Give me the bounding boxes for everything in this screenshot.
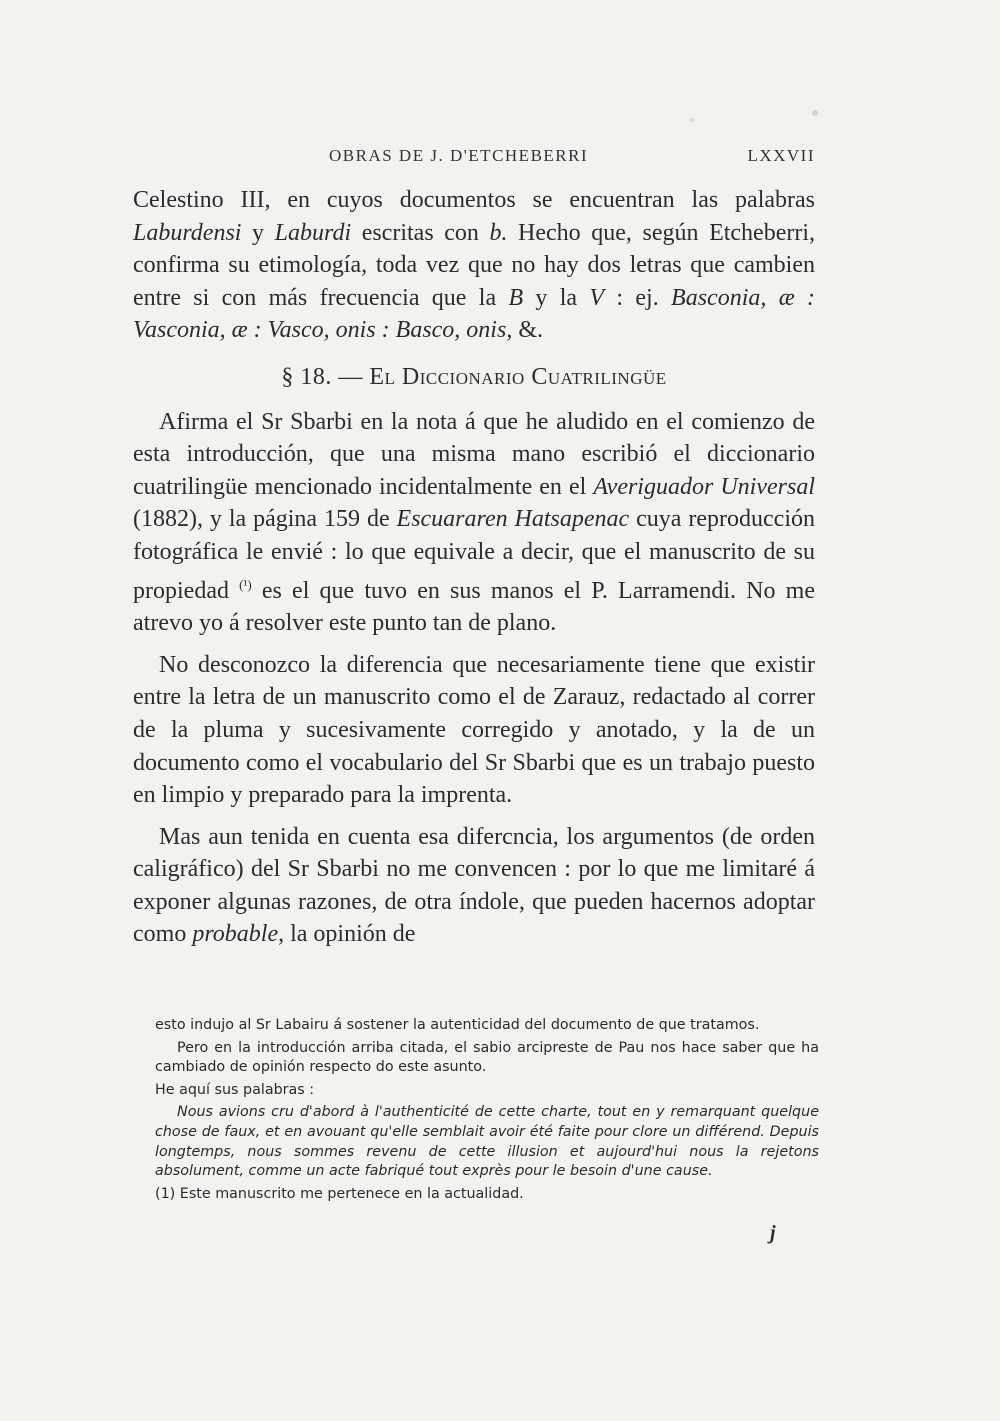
paragraph-4: [133, 821, 815, 951]
main-text: [133, 184, 815, 951]
text-run: Mas aun tenida en cuenta esa difercncia, los argumentos (de orden caligráfico) del Sr Sbarbi no me convencen : por lo que me limitaré á exponer algunas razones, de otra índole, que pueden hacernos adoptar como: [133, 823, 815, 948]
italic-run: b.: [489, 219, 508, 246]
text-run: es el que tuvo en sus manos el P. Larramendi. No me atrevo yo á resolver este punto tan de plano.: [133, 577, 815, 637]
footnote-paragraph: He aquí sus palabras :: [155, 1081, 315, 1098]
text-run: , la opinión de: [278, 921, 416, 948]
italic-run: probable: [192, 921, 279, 948]
running-title: OBRAS DE J. D'ETCHEBERRI: [329, 146, 589, 165]
text-run: cuya reproducción fotográfica le envié : lo que equivale a decir, que el manuscrito de su propiedad: [133, 506, 815, 604]
italic-run: Basconia, æ : Vasconia, æ : Vasco, onis : Basco, onis,: [133, 284, 816, 344]
text-run: y la: [523, 284, 590, 311]
footnote-ref: (¹): [239, 576, 252, 592]
text-run: Celestino III, en cuyos documentos se encuentran las palabras: [133, 187, 815, 213]
footnote-quote: Nous avions cru d'abord à l'authenticité de cette charte, tout en y remarquant quelque chose de faux, et en avouant qu'elle semblait avoir été faite pour clore un différend. Depuis longtemps, nous sommes revenu de cette illusion et aujourd'hui nous la rejetons absolument, comme un acte fabriqué tout exprès pour le besoin d'une cause.: [155, 1104, 819, 1180]
paragraph-2: [133, 406, 815, 640]
section-heading: [133, 361, 815, 394]
text-run: (1882), y la página 159 de: [133, 506, 397, 533]
italic-run: V: [589, 284, 605, 311]
footnotes: [155, 1016, 819, 1204]
paper-spot: [690, 118, 694, 122]
paragraph-1: [133, 184, 815, 347]
italic-run: Escuararen Hatsapenac: [396, 506, 630, 533]
text-run: : ej.: [604, 284, 672, 311]
footnote-continuation: esto indujo al Sr Labairu á sostener la autenticidad del documento de que tratamos.: [155, 1017, 760, 1033]
italic-run: Averiguador Universal: [593, 473, 816, 500]
footnote-1: (1) Este manuscrito me pertenece en la actualidad.: [155, 1185, 524, 1202]
footnote-paragraph: Pero en la introducción arriba citada, el sabio arcipreste de Pau nos hace saber que ha cambiado de opinión respecto do este asunto.: [155, 1039, 819, 1076]
italic-run: B: [508, 284, 524, 311]
text-run: y: [241, 219, 275, 246]
section-title: El Diccionario Cuatrilingüe: [369, 363, 667, 390]
paragraph-3: No desconozco la diferencia que necesariamente tiene que existir entre la letra de un manuscrito como el de Zarauz, redactado al correr de la pluma y sucesivamente corregido y anotado, y la de un documento como el vocabulario del Sr Sbarbi que es un trabajo puesto en limpio y preparado para la imprenta.: [133, 651, 815, 809]
text-run: Afirma el Sr Sbarbi en la nota á que he aludido en el comienzo de esta introducción, que una misma mano escribió el diccionario cuatrilingüe mencionado incidentalmente en el: [133, 408, 815, 500]
text-run: Hecho que, según Etcheberri, confirma su etimología, toda vez que no hay dos letras que cambien entre si con más frecuencia que la: [133, 219, 816, 311]
section-number: § 18. —: [281, 363, 370, 390]
text-run: &.: [512, 317, 543, 344]
text-run: escritas con: [351, 219, 490, 246]
italic-run: Laburdensi: [133, 219, 242, 246]
page-number: LXXVII: [747, 146, 815, 165]
italic-run: Laburdi: [274, 219, 352, 246]
signature-mark: j: [770, 1222, 776, 1244]
paper-spot: [812, 110, 818, 116]
